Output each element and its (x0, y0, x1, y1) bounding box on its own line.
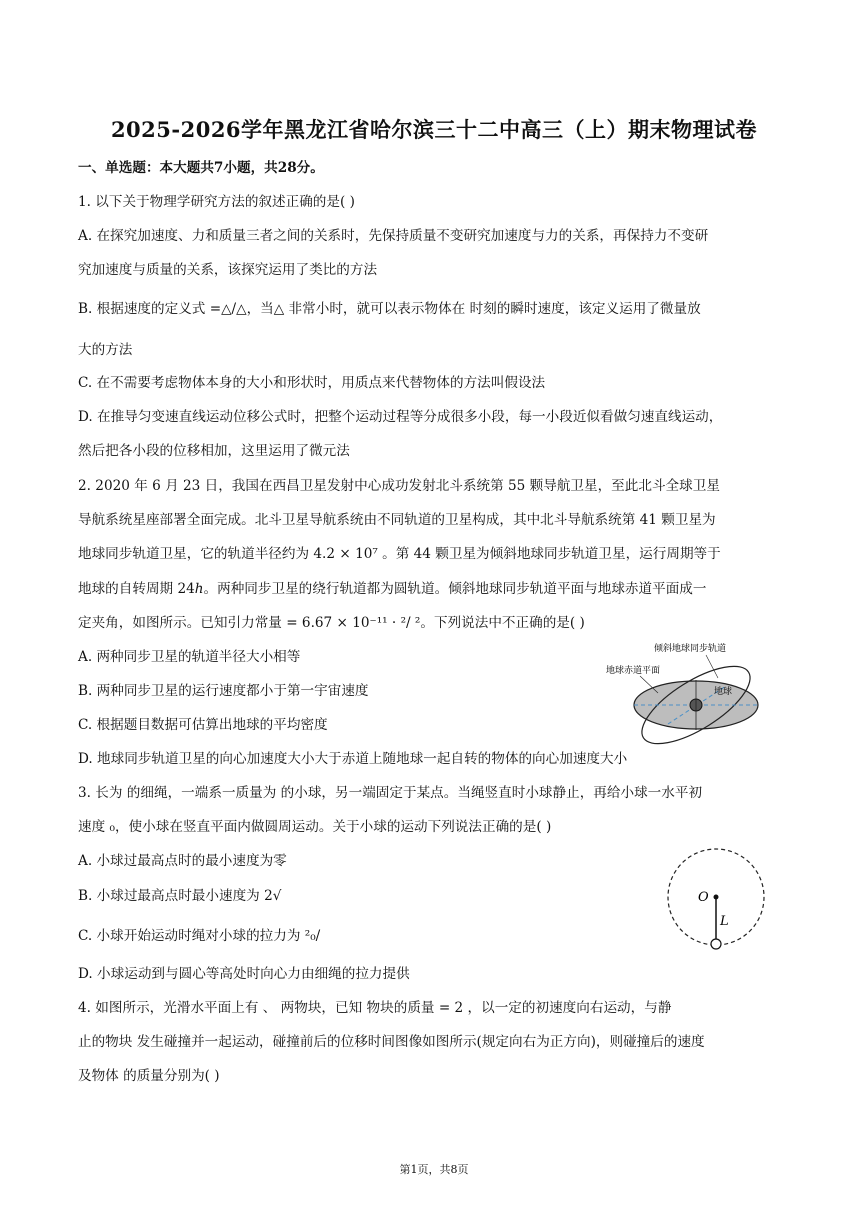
question-2-stem-3: 地球同步轨道卫星，它的轨道半径约为 4.2 × 10⁷ 。第 44 颗卫星为倾斜地球同步轨道卫星，运行周期等于 (78, 546, 721, 562)
question-3-option-c: C. 小球开始运动时绳对小球的拉力为 ²₀/ (78, 928, 321, 944)
question-2-option-a: A. 两种同步卫星的轨道半径大小相等 (78, 649, 301, 665)
question-1-option-b: B. 根据速度的定义式 =△/△，当△ 非常小时，就可以表示物体在 时刻的瞬时速度，该定义运用了微量放 (78, 301, 701, 317)
equator-plane-label: 地球赤道平面 (606, 666, 661, 676)
question-3-stem-2: 速度 ₀，使小球在竖直平面内做圆周运动。关于小球的运动下列说法正确的是( ) (78, 819, 552, 835)
earth-label: 地球 (714, 687, 733, 697)
question-1-option-d: D. 在推导匀变速直线运动位移公式时，把整个运动过程等分成很多小段，每一小段近似看做匀速直线运动， (78, 409, 723, 425)
ball-icon (711, 939, 721, 949)
question-1-option-d-cont: 然后把各小段的位移相加，这里运用了微元法 (78, 443, 350, 459)
question-2-option-b: B. 两种同步卫星的运行速度都小于第一宇宙速度 (78, 683, 369, 699)
question-3-option-d: D. 小球运动到与圆心等高处时向心力由细绳的拉力提供 (78, 966, 410, 982)
page-footer: 第1页，共8页 (399, 1163, 469, 1176)
question-2-option-d: D. 地球同步轨道卫星的向心加速度大小大于赤道上随地球一起自转的物体的向心加速度大小 (78, 751, 628, 767)
length-l-label: L (720, 914, 729, 929)
question-2-stem-4: 地球的自转周期 24ℎ。两种同步卫星的绕行轨道都为圆轨道。倾斜地球同步轨道平面与地球赤道平面成一 (78, 581, 707, 597)
question-2-stem-1: 2. 2020 年 6 月 23 日，我国在西昌卫星发射中心成功发射北斗系统第 55 颗导航卫星，至此北斗全球卫星 (78, 478, 720, 494)
circular-motion-figure (664, 843, 768, 955)
question-2-option-c: C. 根据题目数据可估算出地球的平均密度 (78, 717, 328, 733)
question-1-stem: 1. 以下关于物理学研究方法的叙述正确的是( ) (78, 194, 355, 210)
question-3-stem-1: 3. 长为 的细绳，一端系一质量为 的小球，另一端固定于某点。当绳竖直时小球静止，再给小球一水平初 (78, 785, 703, 801)
question-4-stem-2: 止的物块 发生碰撞并一起运动，碰撞前后的位移时间图像如图所示(规定向右为正方向)，则碰撞后的速度 (78, 1034, 705, 1050)
question-2-stem-2: 导航系统星座部署全面完成。北斗卫星导航系统由不同轨道的卫星构成，其中北斗导航系统第 41 颗卫星为 (78, 512, 716, 528)
pointer-line (706, 655, 718, 678)
page-title: 2025-2026学年黑龙江省哈尔滨三十二中高三（上）期末物理试卷 (110, 117, 758, 142)
question-3-option-b: B. 小球过最高点时最小速度为 2√ (78, 888, 282, 904)
question-1-option-b-cont: 大的方法 (78, 342, 133, 358)
question-1-option-a: A. 在探究加速度、力和质量三者之间的关系时，先保持质量不变研究加速度与力的关系，再保持力不变研 (78, 228, 709, 244)
question-1-option-c: C. 在不需要考虑物体本身的大小和形状时，用质点来代替物体的方法叫假设法 (78, 375, 546, 391)
question-2-stem-5: 定夹角，如图所示。已知引力常量 = 6.67 × 10⁻¹¹ · ²/ ²。下列说法中不正确的是( ) (78, 615, 585, 631)
section-heading: 一、单选题：本大题共7小题，共28分。 (78, 160, 324, 176)
question-3-option-a: A. 小球过最高点时的最小速度为零 (78, 853, 287, 869)
question-1-option-a-cont: 究加速度与质量的关系，该探究运用了类比的方法 (78, 262, 378, 278)
question-4-stem-3: 及物体 的质量分别为( ) (78, 1068, 220, 1084)
inclined-orbit-label: 倾斜地球同步轨道 (654, 644, 727, 654)
question-4-stem-1: 4. 如图所示，光滑水平面上有 、 两物块，已知 物块的质量 = 2 ，以一定的初速度向右运动，与静 (78, 1000, 672, 1016)
satellite-orbit-figure (598, 638, 768, 748)
point-o-label: O (698, 890, 709, 905)
